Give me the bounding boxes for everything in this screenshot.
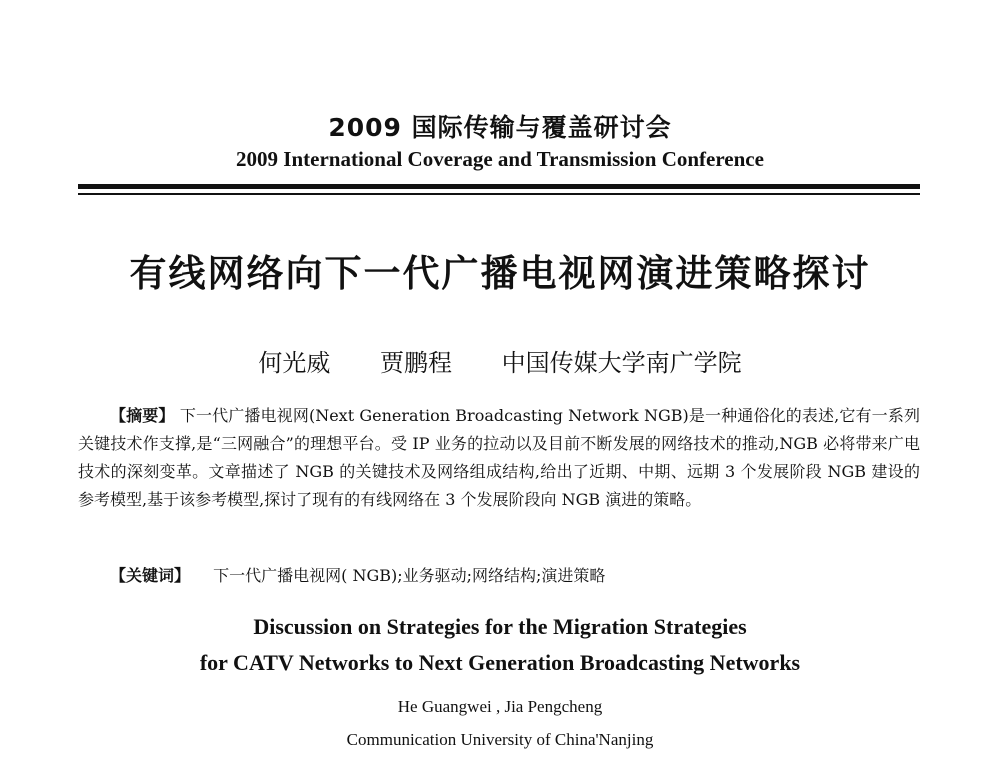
paper-title-en-line-2: for CATV Networks to Next Generation Broadcasting Networks	[199, 650, 801, 675]
affiliation-en: Communication University of China'Nanjing	[346, 730, 654, 749]
header-rule-thin	[78, 193, 920, 195]
conference-name-en: 2009 International Coverage and Transmission Conference	[236, 147, 764, 171]
conference-name-cn: 2009 国际传输与覆盖研讨会	[328, 113, 672, 142]
keywords-label: 【关键词】	[110, 566, 191, 585]
author-2-cn: 贾鹏程	[380, 349, 452, 377]
keywords	[110, 563, 605, 586]
authors-en: He Guangwei , Jia Pengcheng	[397, 697, 603, 716]
paper-title-cn: 有线网络向下一代广播电视网演进策略探讨	[129, 252, 871, 295]
author-1-cn: 何光威	[258, 349, 331, 377]
abstract-text: 下一代广播电视网(Next Generation Broadcasting Network NGB)是一种通俗化的表述,它有一系列关键技术作支撑,是“三网融合”的理想平台。受 IP 业务的拉动以及目前不断发展的网络技术的推动,NGB 必将带来广电技术的深刻变革。文章描述了 NGB 的关键技术及网络组成结构,给出了近期、中期、远期 3 个发展阶段 NGB 建设的参考模型,基于该参考模型,探讨了现有的有线网络在 3 个发展阶段向 NGB 演进的策略。	[78, 406, 920, 509]
header-rule-thick	[78, 184, 920, 189]
paper-title-en-line-1: Discussion on Strategies for the Migration Strategies	[253, 614, 747, 639]
keywords-text: 下一代广播电视网( NGB);业务驱动;网络结构;演进策略	[213, 566, 606, 585]
abstract-label: 【摘要】	[110, 406, 175, 425]
authors-cn	[0, 343, 1000, 378]
paper-title-en	[0, 609, 1000, 681]
abstract	[78, 402, 920, 514]
affiliation-cn: 中国传媒大学南广学院	[501, 349, 742, 377]
